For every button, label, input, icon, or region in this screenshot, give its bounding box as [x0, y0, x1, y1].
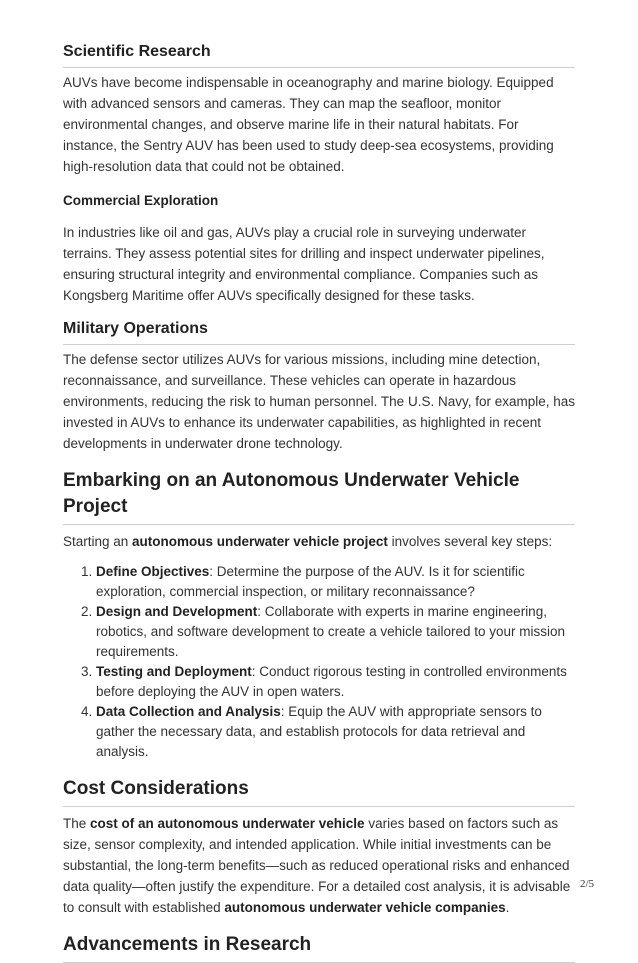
heading-commercial-exploration: Commercial Exploration: [63, 193, 219, 208]
project-intro-pre: Starting an: [63, 534, 133, 549]
paragraph-scientific-research: AUVs have become indispensable in oceanography and marine biology. Equipped with advanced sensors and cameras. They can map the seafloor, monitor environmental changes, and observe marine life in their natural habitats. For instance, the Sentry AUV has been used to study deep-sea ecosystems, providing high-resolution data that could not be obtained.: [63, 75, 554, 174]
step-title: Data Collection and Analysis: [96, 704, 281, 719]
cost-mid: varies based on factors such as size, sensor complexity, and intended application. While initial investments can be substantial, the long-term benefits—such as reduced operational risks and enhanced data quality—often justify the expenditure. For a detailed cost analysis, it is advisable to consult with established: [63, 816, 571, 915]
cost-pre: The: [63, 816, 91, 831]
step-text: : Equip the AUV with appropriate sensors to gather the necessary data, and establish protocols for data retrieval and analysis.: [96, 704, 542, 759]
project-steps-list: [63, 562, 575, 762]
step-title: Design and Development: [96, 604, 258, 619]
heading-cost-considerations: Cost Considerations: [63, 776, 575, 807]
paragraph-commercial-exploration: In industries like oil and gas, AUVs play a crucial role in surveying underwater terrains. They assess potential sites for drilling and inspect underwater pipelines, ensuring structural integrity and environmental compliance. Companies such as Kongsberg Maritime offer AUVs specifically designed for these tasks.: [63, 225, 545, 303]
list-item: [96, 662, 575, 702]
heading-advancements-in-research: Advancements in Research: [63, 932, 575, 963]
cost-bold-2: autonomous underwater vehicle companies: [224, 900, 506, 915]
list-item: [96, 602, 575, 662]
step-text: : Conduct rigorous testing in controlled environments before deploying the AUV in open waters.: [96, 664, 567, 699]
step-title: Define Objectives: [96, 564, 210, 579]
project-intro-post: involves several key steps:: [387, 534, 553, 549]
heading-military-operations: Military Operations: [63, 318, 575, 345]
paragraph-military-operations: The defense sector utilizes AUVs for various missions, including mine detection, reconnaissance, and surveillance. These vehicles can operate in hazardous environments, reducing the risk to human personnel. The U.S. Navy, for example, has invested in AUVs to enhance its underwater capabilities, as highlighted in recent developments in underwater drone technology.: [63, 352, 576, 451]
step-text: : Collaborate with experts in marine engineering, robotics, and software development to create a vehicle tailored to your mission requirements.: [96, 604, 565, 659]
cost-bold-1: cost of an autonomous underwater vehicle: [90, 816, 365, 831]
document-page: [63, 41, 575, 963]
cost-post: .: [505, 900, 510, 915]
heading-project: Embarking on an Autonomous Underwater Vehicle Project: [63, 468, 575, 525]
paragraph-project-intro: [63, 531, 575, 552]
step-title: Testing and Deployment: [96, 664, 252, 679]
list-item: [96, 702, 575, 762]
heading-scientific-research: Scientific Research: [63, 41, 575, 68]
list-item: [96, 562, 575, 602]
project-intro-bold: autonomous underwater vehicle project: [132, 534, 388, 549]
paragraph-cost-considerations: [63, 813, 575, 918]
step-text: : Determine the purpose of the AUV. Is it for scientific exploration, commercial inspection, or military reconnaissance?: [96, 564, 525, 599]
page-number: 2/5: [579, 878, 594, 890]
